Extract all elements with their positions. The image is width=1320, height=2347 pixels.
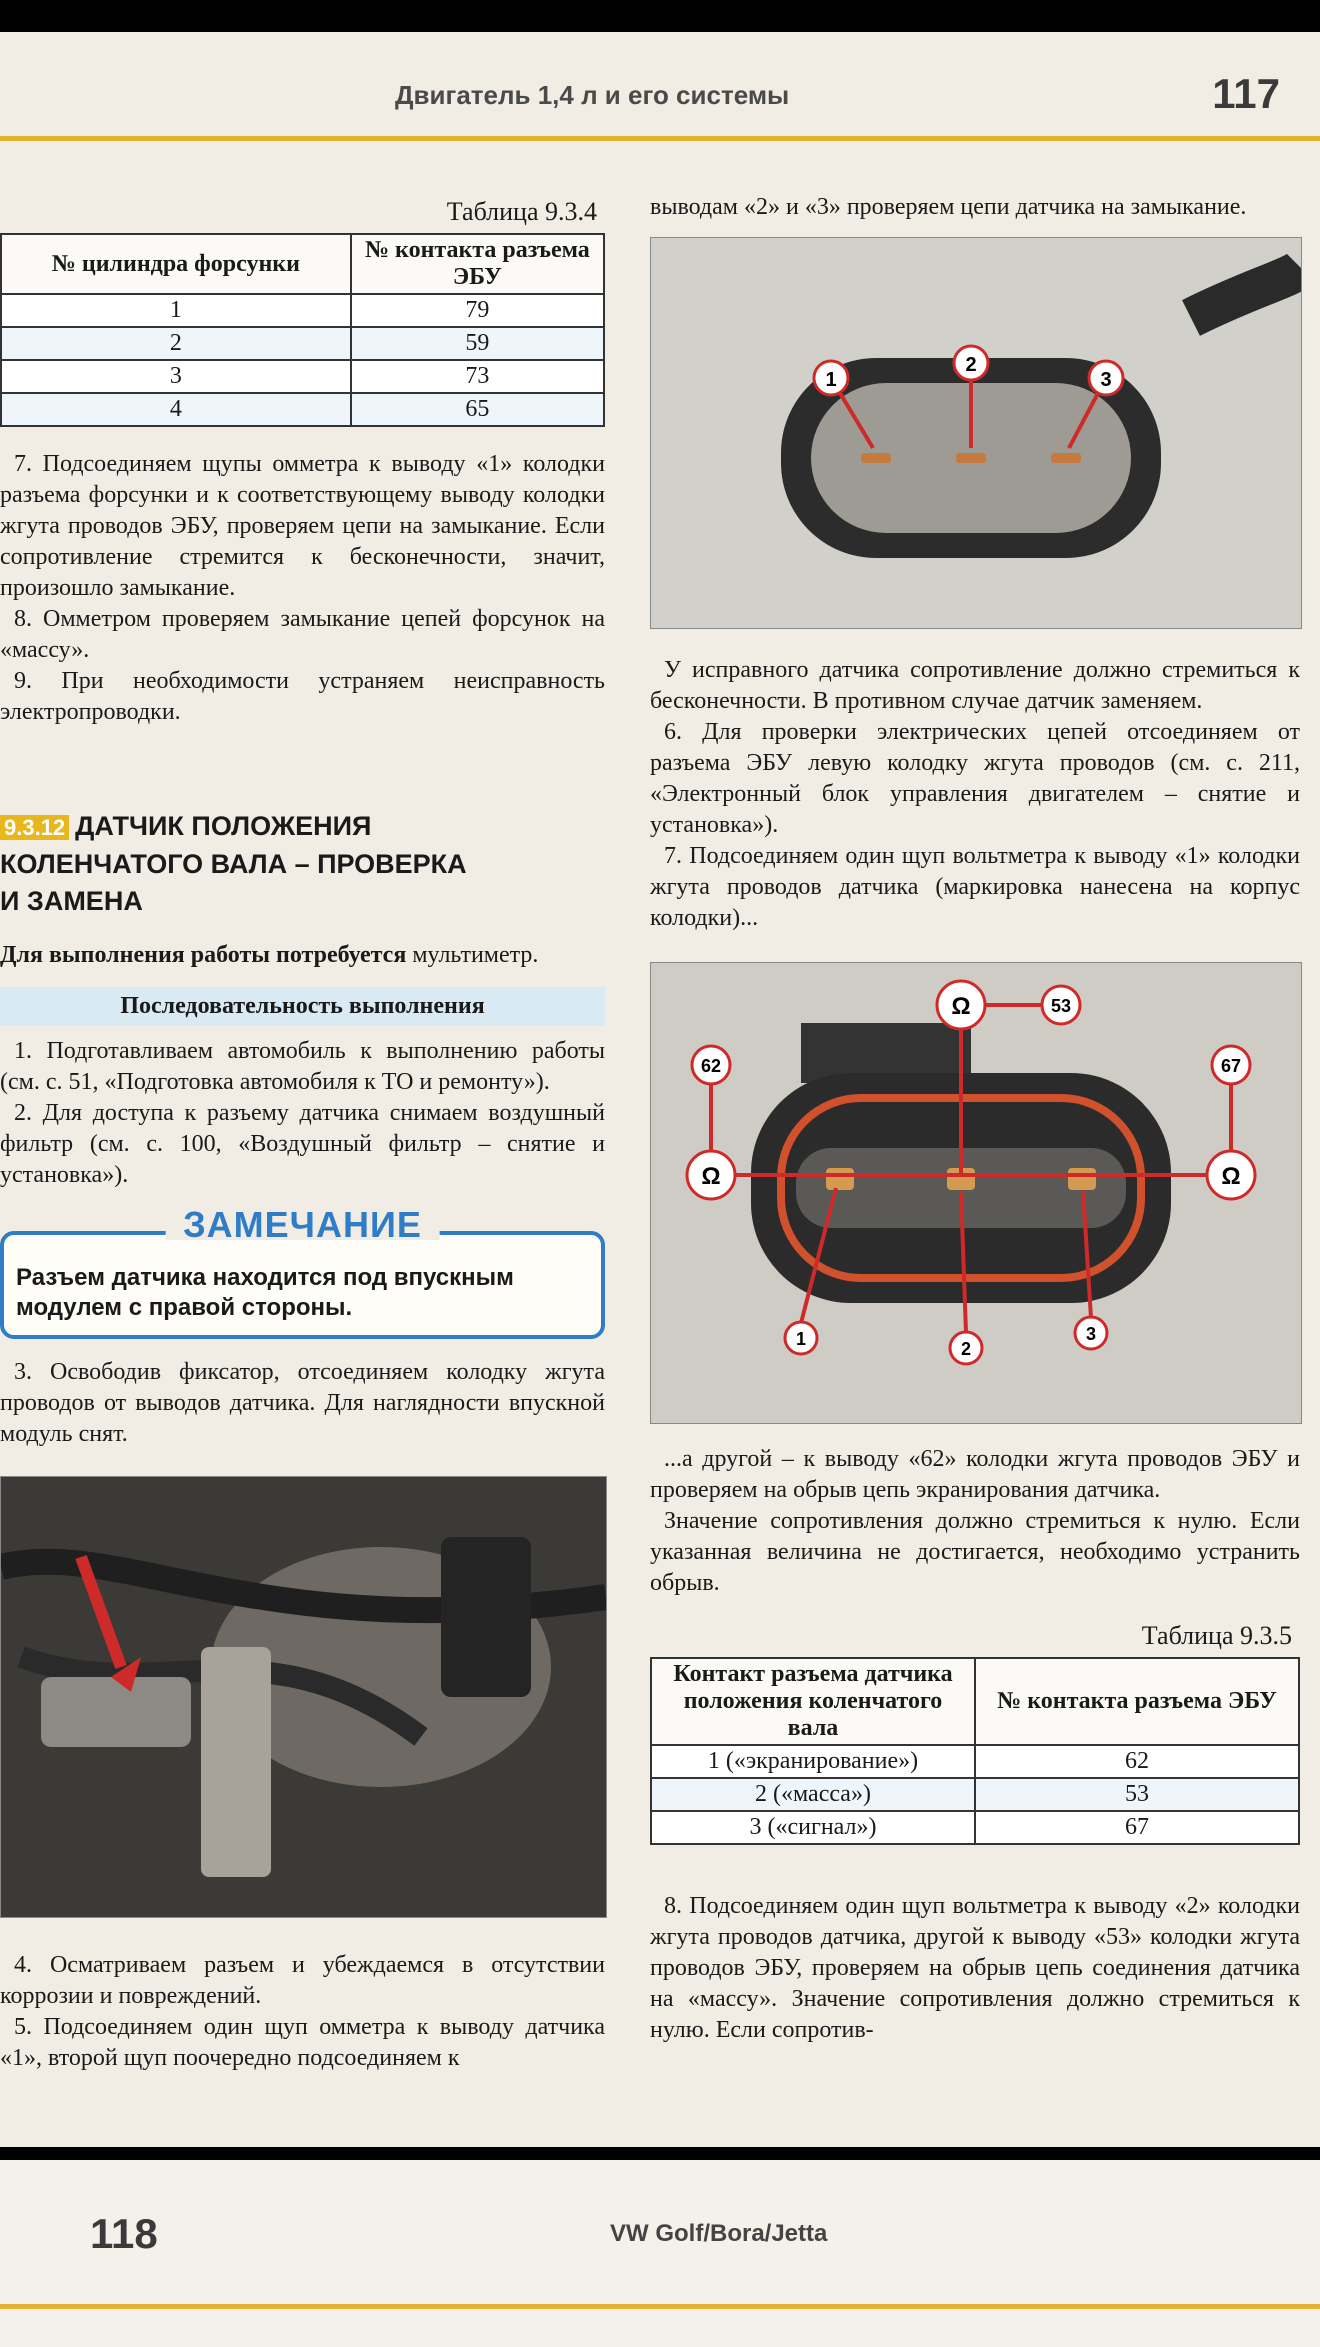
paragraph: 6. Для проверки электрических цепей отсоединяем от разъема ЭБУ левую колодку жгута проводов (см. с. 211, «Электронный блок управления двигателем – снятие и установка»). <box>650 719 1300 838</box>
section-heading <box>0 808 605 920</box>
label-62: 62 <box>700 1056 722 1076</box>
ohm-label: Ω <box>951 993 971 1020</box>
note-title: ЗАМЕЧАНИЕ <box>165 1210 440 1240</box>
table-header: Контакт разъема датчика положения коленчатого вала <box>651 1658 975 1745</box>
table-cell: 62 <box>975 1745 1299 1778</box>
paragraph: ...а другой – к выводу «62» колодки жгута проводов ЭБУ и проверяем на обрыв цепь экранирования датчика. <box>650 1446 1300 1503</box>
paragraph: У исправного датчика сопротивление должно стремиться к бесконечности. В противном случае датчик заменяем. <box>650 657 1300 714</box>
table-cell: 65 <box>351 393 604 426</box>
table-934 <box>0 233 605 427</box>
left-column <box>0 152 605 2074</box>
table-cell: 1 («экранирование») <box>651 1745 975 1778</box>
table-cell: 3 («сигнал») <box>651 1811 975 1844</box>
pin-label-2: 2 <box>960 1339 972 1359</box>
ohm-label: Ω <box>701 1163 721 1190</box>
pin-3 <box>1051 453 1081 463</box>
page-number: 118 <box>90 2210 158 2257</box>
harness-connector-illustration <box>651 963 1301 1423</box>
table-cell: 67 <box>975 1811 1299 1844</box>
table-header: № контакта разъема ЭБУ <box>351 234 604 294</box>
book-page-117 <box>0 32 1320 2147</box>
paragraph: 4. Осматриваем разъем и убеждаемся в отсутствии коррозии и повреждений. <box>0 1952 605 2009</box>
paragraph: Значение сопротивления должно стремиться к нулю. Если указанная величина не достигается, необходимо устранить обрыв. <box>650 1508 1300 1596</box>
paragraph: 7. Подсоединяем щупы омметра к выводу «1» колодки разъема форсунки и к соответствующему выводу колодки жгута проводов ЭБУ, проверяем цепи на замыкание. Если сопротивление стремится к бесконечности, значит, произошло замыкание. <box>0 451 605 601</box>
table-header: № цилиндра форсунки <box>1 234 351 294</box>
table-cell: 2 <box>1 327 351 360</box>
table-cell: 4 <box>1 393 351 426</box>
table-cell: 53 <box>975 1778 1299 1811</box>
paragraph: 5. Подсоединяем один щуп омметра к выводу датчика «1», второй щуп поочередно подсоединяем к <box>0 2014 605 2071</box>
book-page-118 <box>0 2160 1320 2347</box>
callout-2: 2 <box>965 354 977 376</box>
table-935 <box>650 1657 1300 1845</box>
sensor-connector-photo <box>650 237 1302 629</box>
tools-bold: Для выполнения работы потребуется <box>0 942 407 968</box>
pin-2 <box>956 453 986 463</box>
running-head: VW Golf/Bora/Jetta <box>610 2220 828 2247</box>
tools-line <box>0 940 605 971</box>
table-caption: Таблица 9.3.4 <box>446 197 597 226</box>
section-number: 9.3.12 <box>0 815 69 840</box>
sequence-title: Последовательность выполнения <box>0 987 605 1026</box>
paragraph: 8. Омметром проверяем замыкание цепей форсунок на «массу». <box>0 606 605 663</box>
table-cell: 2 («масса») <box>651 1778 975 1811</box>
section-title-line: ДАТЧИК ПОЛОЖЕНИЯ <box>75 811 372 841</box>
harness-connector-photo <box>650 962 1302 1424</box>
header-rule <box>0 136 1320 141</box>
footer-rule <box>0 2304 1320 2309</box>
paragraph: 9. При необходимости устраняем неисправность электропроводки. <box>0 668 605 725</box>
table-caption: Таблица 9.3.5 <box>1141 1621 1292 1650</box>
note-text: Разъем датчика находится под впускным модулем с правой стороны. <box>16 1264 514 1321</box>
table-cell: 3 <box>1 360 351 393</box>
paragraph: 3. Освободив фиксатор, отсоединяем колодку жгута проводов от выводов датчика. Для наглядности впускной модуль снят. <box>0 1359 605 1447</box>
ohm-label: Ω <box>1221 1163 1241 1190</box>
callout-1: 1 <box>825 369 837 391</box>
pin-1 <box>861 453 891 463</box>
paragraph: 1. Подготавливаем автомобиль к выполнению работы (см. с. 51, «Подготовка автомобиля к ТО и ремонту»). <box>0 1038 605 1095</box>
label-53: 53 <box>1050 996 1072 1016</box>
paragraph: 2. Для доступа к разъему датчика снимаем воздушный фильтр (см. с. 100, «Воздушный фильтр – снятие и установка»). <box>0 1100 605 1188</box>
running-head: Двигатель 1,4 л и его системы <box>395 80 790 110</box>
paragraph: 7. Подсоединяем один щуп вольтметра к выводу «1» колодки жгута проводов датчика (маркировка нанесена на корпус колодки)... <box>650 843 1300 931</box>
engine-bay-photo <box>0 1476 607 1918</box>
label-67: 67 <box>1220 1056 1242 1076</box>
table-cell: 79 <box>351 294 604 327</box>
callout-3: 3 <box>1100 369 1112 391</box>
right-column <box>650 152 1300 2046</box>
page-number: 117 <box>1212 70 1280 117</box>
table-cell: 59 <box>351 327 604 360</box>
paragraph: выводам «2» и «3» проверяем цепи датчика на замыкание. <box>650 194 1247 220</box>
table-header: № контакта разъема ЭБУ <box>975 1658 1299 1745</box>
paragraph: 8. Подсоединяем один щуп вольтметра к выводу «2» колодки жгута проводов датчика, другой к выводу «53» колодки жгута проводов ЭБУ, проверяем на обрыв цепь соединения датчика на «массу». Значение сопротивления должно стремиться к нулю. Если сопротив- <box>650 1893 1300 2043</box>
tools-rest: мультиметр. <box>412 942 539 968</box>
section-title-line: И ЗАМЕНА <box>0 886 143 916</box>
sensor-connector-illustration <box>651 238 1301 628</box>
section-title-line: КОЛЕНЧАТОГО ВАЛА – ПРОВЕРКА <box>0 849 467 879</box>
engine-bay-illustration <box>1 1477 606 1917</box>
table-cell: 73 <box>351 360 604 393</box>
pin-label-1: 1 <box>795 1329 807 1349</box>
note-box <box>0 1204 605 1339</box>
table-cell: 1 <box>1 294 351 327</box>
pin-label-3: 3 <box>1085 1324 1097 1344</box>
